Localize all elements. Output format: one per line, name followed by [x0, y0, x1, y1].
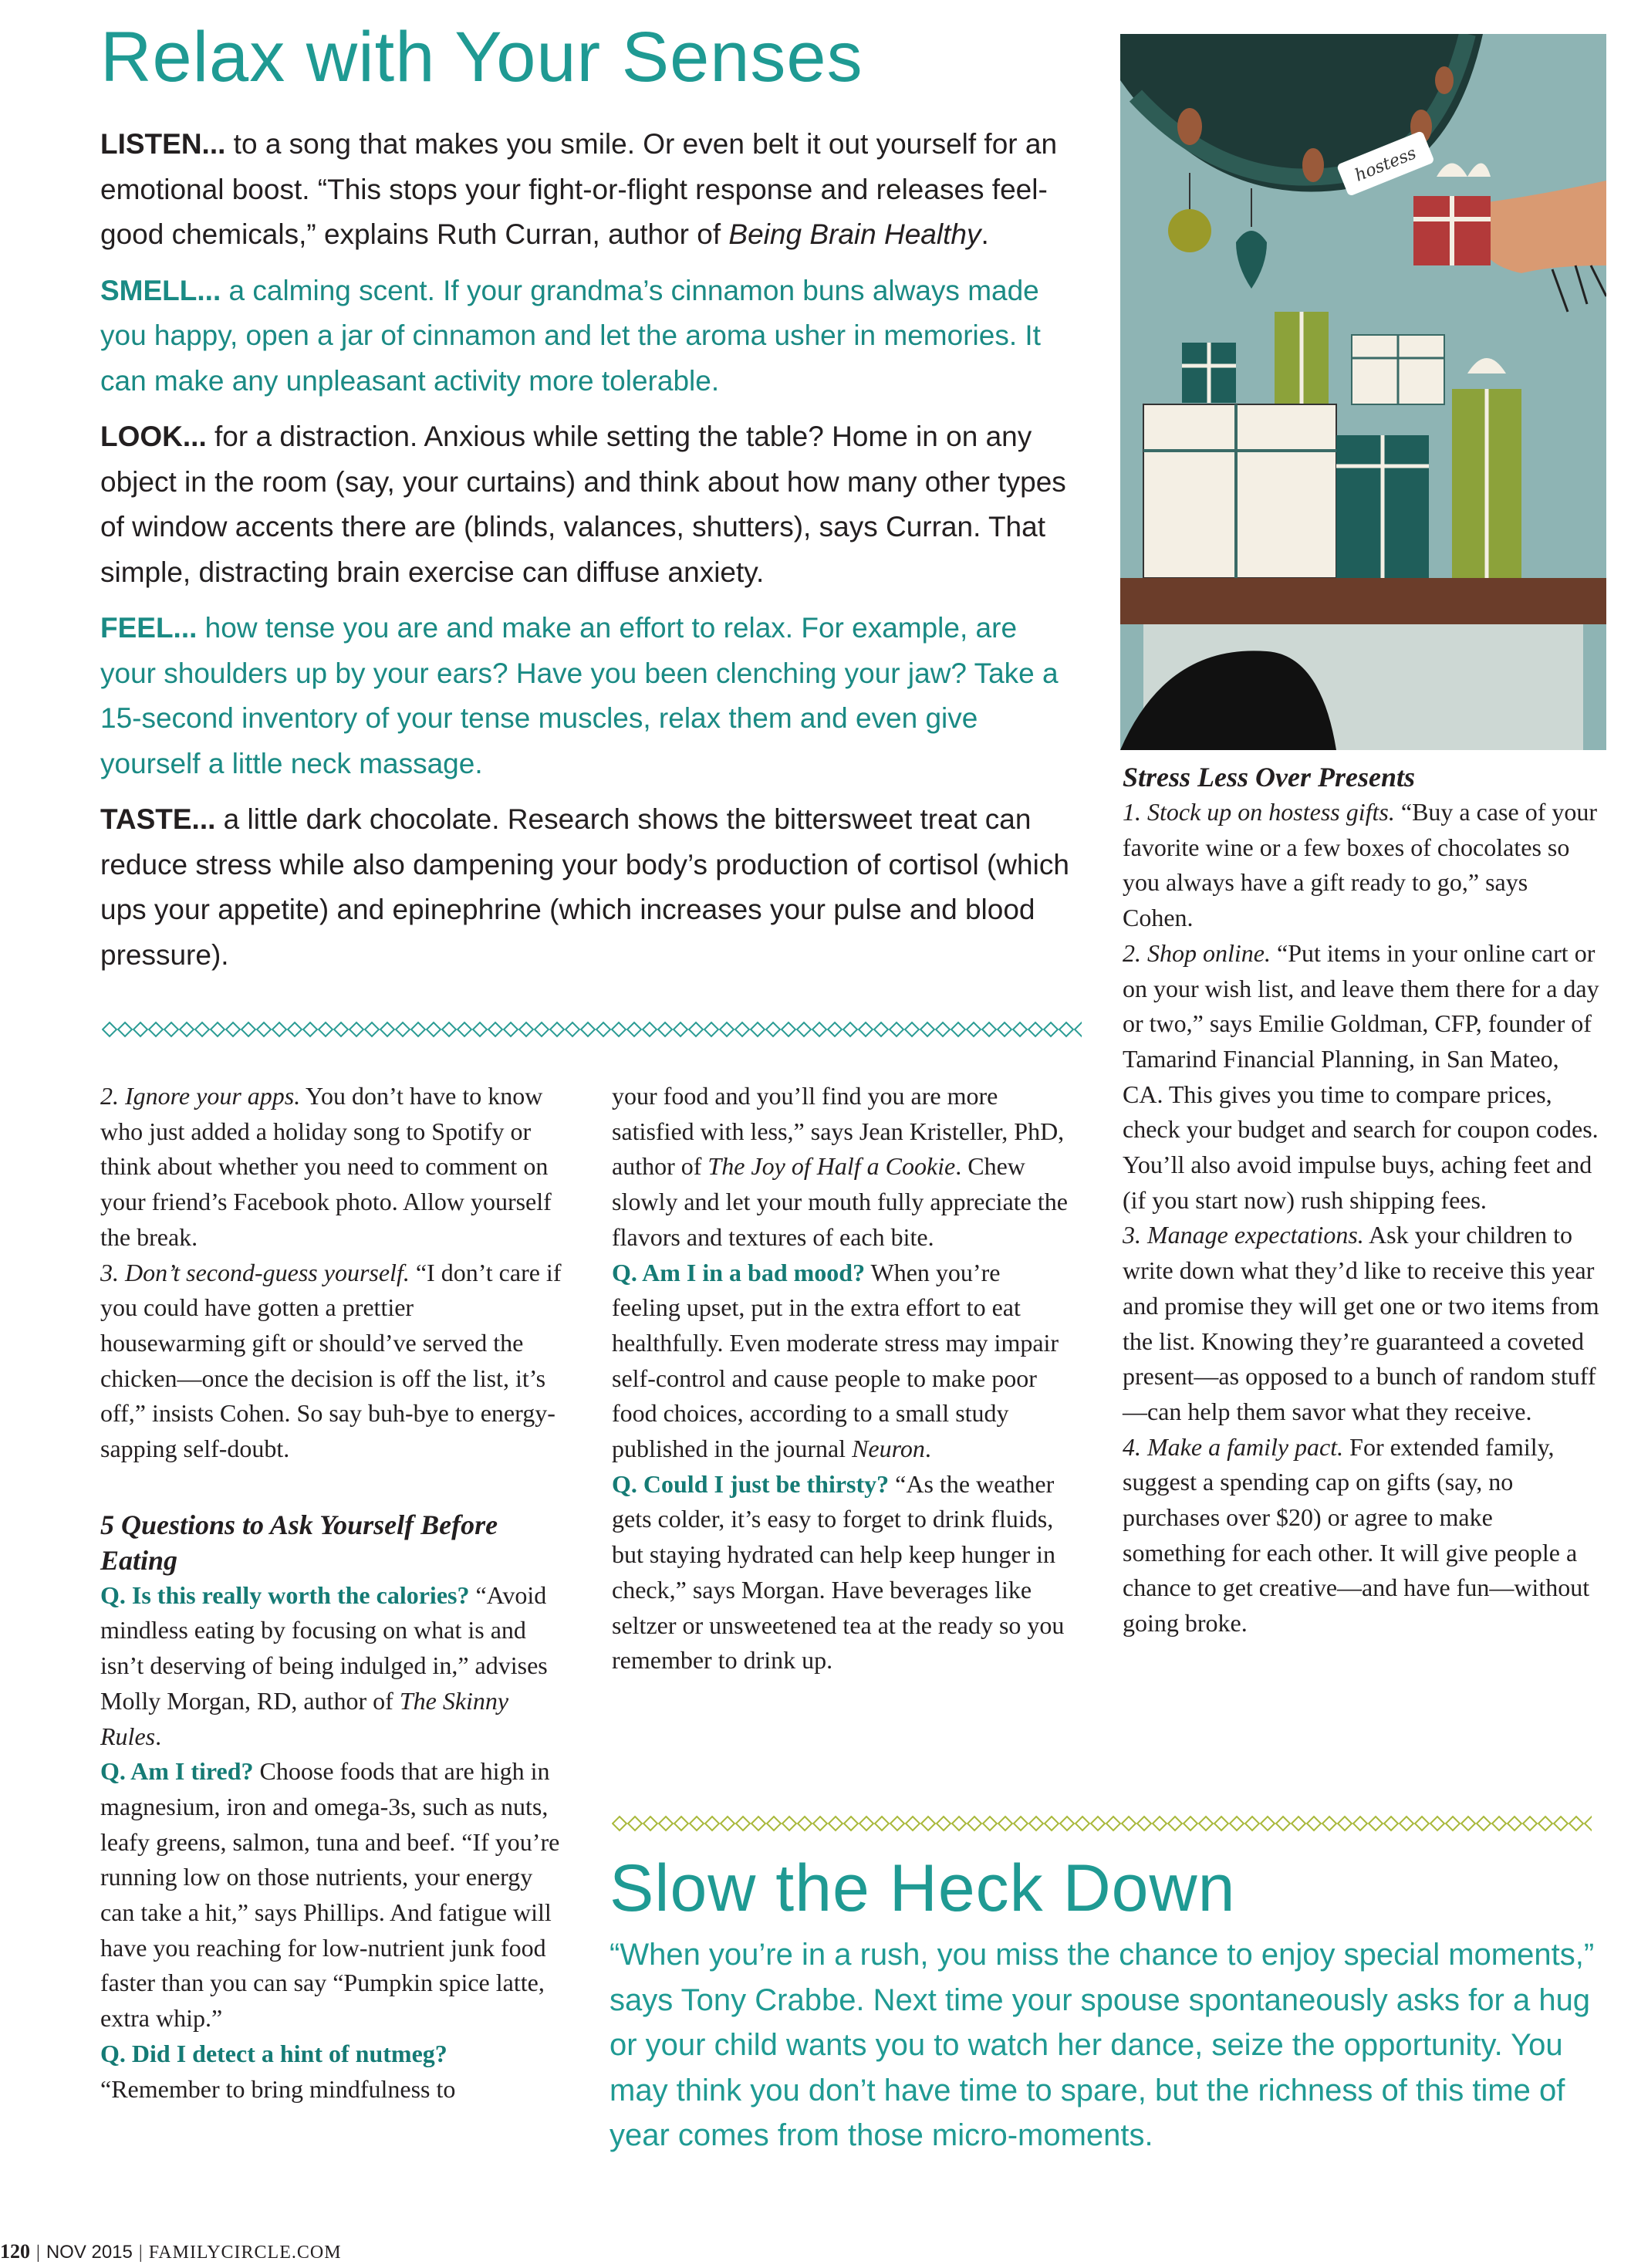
slow-heading: Slow the Heck Down: [610, 1851, 1236, 1925]
tip-heading: 1. Stock up on hostess gifts.: [1123, 798, 1395, 826]
question-text: . Chew slowly and let your mouth fully appreciate the flavors and textures of each bite.: [612, 1152, 1068, 1251]
tip-heading: 2. Ignore your apps.: [100, 1082, 301, 1110]
tip-second-guess: [100, 1256, 563, 1467]
diamond-divider: [102, 1020, 1082, 1039]
tip-text: Ask your children to write down what they’d like to receive this year and promise they will get one or two items from the list. Knowing they’re guaranteed a coveted present—as opposed to a bunch of random stuff—can help them savor what they receive.: [1123, 1221, 1599, 1425]
tip-text: “I don’t care if you could have gotten a prettier housewarming gift or should’ve served the chicken—once the decision is off the list, it’s off,” insists Cohen. So say buh-bye to energy-sapping self-doubt.: [100, 1258, 562, 1463]
sense-text: how tense you are and make an effort to relax. For example, are your shoulders up by your ears? Have you been clenching your jaw? Take a 15-second inventory of your tense muscles, relax them and even give yourself a little neck massage.: [100, 612, 1059, 779]
footer-separator: |: [36, 2243, 40, 2263]
question-heading: Q. Did I detect a hint of nutmeg?: [100, 2039, 447, 2067]
page-number: 120: [0, 2240, 30, 2263]
tip-text: “Put items in your online cart or on your wish list, and leave them there for a day or two,” says Emilie Goldman, CFP, founder of Tamarind Financial Planning, in San Mateo, CA. This gives you time to compare prices, check your budget and search for coupon codes. You’ll also avoid impulse buys, aching feet and (if you start now) rush shipping fees.: [1123, 938, 1599, 1214]
article-column-3: [1123, 759, 1601, 1641]
footer-separator: |: [138, 2243, 143, 2263]
footer-issue: NOV 2015: [46, 2242, 133, 2263]
page-footer: [0, 2240, 342, 2263]
question-text: “Remember to bring mindfulness to: [100, 2074, 456, 2103]
tip-family-pact: [1123, 1430, 1601, 1641]
gifts-mantel-image: [1120, 34, 1606, 750]
footer-site: FAMILYCIRCLE.COM: [148, 2243, 342, 2263]
question-text: .: [924, 1435, 931, 1463]
presents-subhead: Stress Less Over Presents: [1123, 762, 1415, 793]
question-bad-mood: [612, 1256, 1075, 1467]
sense-smell: [100, 269, 1072, 404]
question-heading: Q. Am I in a bad mood?: [612, 1258, 866, 1286]
sense-text: a little dark chocolate. Research shows the bittersweet treat can reduce stress while also dampening your body’s production of cortisol (which ups your appetite) and epinephrine (which increases your pulse and blood pressure).: [100, 803, 1069, 971]
question-text: .: [155, 1722, 162, 1750]
question-text: When you’re feeling upset, put in the extra effort to eat healthfully. Even moderate stress may impair self-control and cause people to make poor food choices, according to a small study published in the journal: [612, 1258, 1059, 1463]
tip-shop-online: [1123, 936, 1601, 1219]
slow-body-text: “When you’re in a rush, you miss the chance to enjoy special moments,” says Tony Crabbe. Next time your spouse spontaneously asks for a hug or your child wants you to watch her dance, seize the opportunity. You may think you don’t have time to spare, but the richness of this time of year comes from those micro-moments.: [610, 1938, 1595, 2152]
article-column-1: [100, 1079, 563, 2107]
sense-taste: [100, 797, 1072, 978]
questions-subhead: 5 Questions to Ask Yourself Before Eating: [100, 1509, 498, 1576]
question-heading: Q. Is this really worth the calories?: [100, 1580, 470, 1609]
question-heading: Q. Am I tired?: [100, 1757, 254, 1786]
question-calories: [100, 1578, 563, 1755]
sense-listen: [100, 122, 1072, 258]
tip-heading: 4. Make a family pact.: [1123, 1432, 1344, 1461]
mantel-icon: [1120, 578, 1606, 750]
article-column-2: [612, 1079, 1075, 1678]
sense-text: .: [981, 218, 989, 250]
page-title: Relax with Your Senses: [100, 18, 863, 96]
sense-text: for a distraction. Anxious while setting the table? Home in on any object in the room (say, your curtains) and think about how many other types of window accents there are (blinds, valances, shutters), says Curran. That simple, distracting brain exercise can diffuse anxiety.: [100, 421, 1066, 588]
sense-text: to a song that makes you smile. Or even belt it out yourself for an emotional boost. “This stops your fight-or-flight response and releases feel-good chemicals,” explains Ruth Curran, author of: [100, 128, 1058, 250]
sense-label: LISTEN...: [100, 128, 226, 160]
journal-title: Neuron: [852, 1435, 925, 1463]
sense-look: [100, 414, 1072, 595]
senses-list: [100, 122, 1072, 978]
question-nutmeg: [100, 2036, 563, 2107]
tip-ignore-apps: [100, 1079, 563, 1256]
diamond-divider: [612, 1814, 1592, 1833]
nutmeg-continued: [612, 1079, 1075, 1256]
sense-text: a calming scent. If your grandma’s cinnamon buns always made you happy, open a jar of cinnamon and let the aroma usher in memories. It can make any unpleasant activity more tolerable.: [100, 274, 1041, 397]
sense-label: LOOK...: [100, 421, 207, 452]
question-text: “As the weather gets colder, it’s easy to forget to drink fluids, but staying hydrated can help keep hunger in check,” says Morgan. Have beverages like seltzer or unsweetened tea at the ready so you remember to drink up.: [612, 1469, 1065, 1675]
book-title: The Skinny Rules: [100, 1686, 509, 1750]
tip-heading: 3. Manage expectations.: [1123, 1221, 1364, 1249]
question-tired: [100, 1754, 563, 2036]
book-title: Being Brain Healthy: [728, 218, 981, 250]
sense-feel: [100, 606, 1072, 786]
diamond-pattern: [102, 1020, 1082, 1039]
book-title: The Joy of Half a Cookie: [707, 1152, 956, 1181]
question-thirsty: [612, 1467, 1075, 1678]
tag-text: hostess: [1352, 144, 1420, 186]
holiday-gifts-illustration: [1120, 34, 1606, 750]
question-text: your food and you’ll find you are more satisfied with less,” says Jean Kristeller, PhD, author of: [612, 1082, 1065, 1181]
tip-text: For extended family, suggest a spending cap on gifts (say, no purchases over $20) or agree to make something for each other. It will give people a chance to get creative—and have fun—without going broke.: [1123, 1432, 1590, 1638]
question-text: Choose foods that are high in magnesium, iron and omega-3s, such as nuts, leafy greens, salmon, tuna and beef. “If you’re running low on those nutrients, your energy can take a hit,” says Phillips. And fatigue will have you reaching for low-nutrient junk food faster than you can say “Pumpkin spice latte, extra whip.”: [100, 1757, 560, 2033]
question-heading: Q. Could I just be thirsty?: [612, 1469, 890, 1498]
sense-label: FEEL...: [100, 612, 198, 644]
tip-text: You don’t have to know who just added a holiday song to Spotify or think about whether you need to comment on your friend’s Facebook photo. Allow yourself the break.: [100, 1082, 552, 1251]
tip-hostess-gifts: [1123, 795, 1601, 936]
tip-heading: 3. Don’t second-guess yourself.: [100, 1258, 410, 1286]
tip-heading: 2. Shop online.: [1123, 938, 1271, 967]
tip-text: “Buy a case of your favorite wine or a few boxes of chocolates so you always have a gift ready to go,” says Cohen.: [1123, 798, 1597, 932]
sense-label: SMELL...: [100, 274, 221, 306]
tip-expectations: [1123, 1218, 1601, 1429]
question-text: “Avoid mindless eating by focusing on what is and isn’t deserving of being indulged in,” advises Molly Morgan, RD, author of: [100, 1580, 548, 1715]
sense-label: TASTE...: [100, 803, 216, 835]
diamond-pattern: [612, 1814, 1592, 1833]
